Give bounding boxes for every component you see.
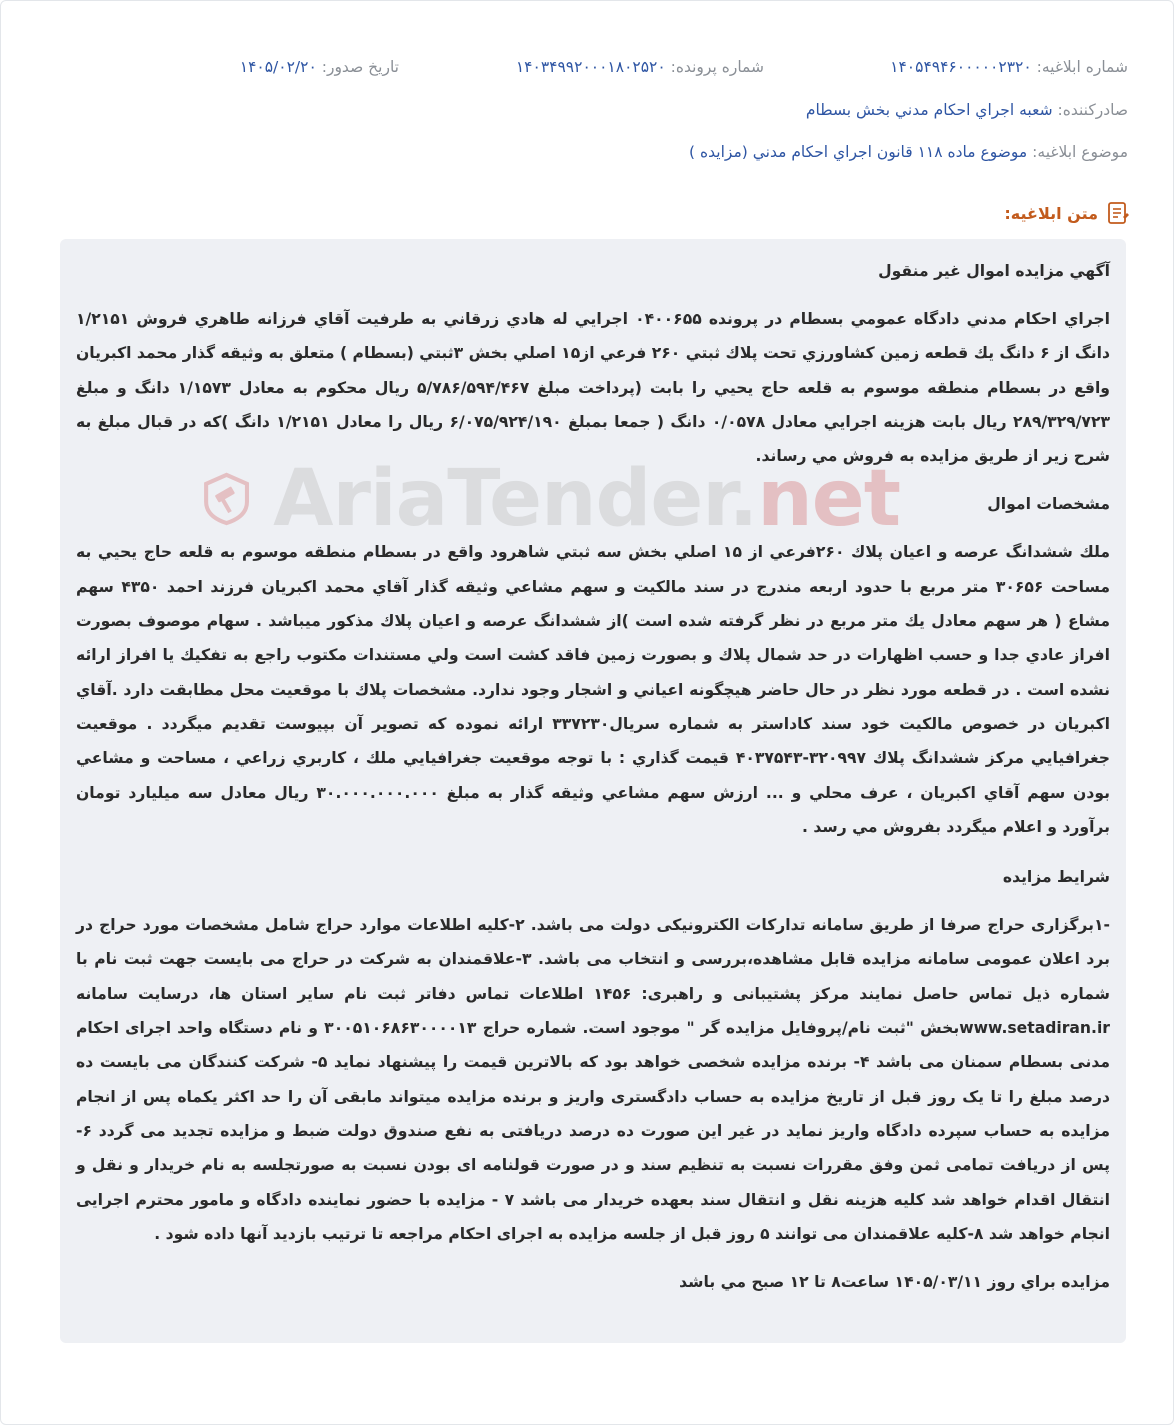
issue-date: [240, 58, 399, 76]
issue-date-label: تاریخ صدور:: [321, 58, 399, 76]
document-icon: [1106, 200, 1130, 226]
auction-date: مزايده براي روز ۱۴۰۵/۰۳/۱۱ ساعت۸ تا ۱۲ صبح مي باشد: [679, 1273, 1110, 1292]
case-number-value: ۱۴۰۳۴۹۹۲۰۰۰۱۸۰۲۵۲۰: [515, 58, 666, 76]
conditions-paragraph: -۱برگزاری حراج صرفا از طریق سامانه تدارکات الکترونیکی دولت می باشد. ۲-کلیه اطلاعات موارد حراج شامل مشخصات مورد حراج در برد اعلان عمومی سامانه مزایده قابل مشاهده،بررسی و انتخاب می باشد. ۳-علاقمندان به شرکت در حراج می بایست جهت ثبت نام با شماره ذیل تماس حاصل نمایند مرکز پشتیبانی و راهبری: ۱۴۵۶ اطلاعات تماس دفاتر ثبت نام سایر استان ها، درسایت سامانه www.setadiran.irبخش "ثبت نام/پروفایل مزایده گر " موجود است. شماره حراج ۳۰۰۵۱۰۶۸۶۳۰۰۰۰۱۳ و نام دستگاه واحد اجرای احکام مدنی بسطام سمنان می باشد ۴- برنده مزایده شخصی خواهد بود که بالاترین قیمت را پیشنهاد نماید ۵- شرکت کنندگان می بایست ده درصد مبلغ را تا یک روز قبل از تاریخ مزایده به حساب دادگستری واریز و برنده مزایده میتواند مابقی آن را حد اکثر یکماه پس از انجام مزایده به حساب سپرده دادگاه واریز نماید در غیر این صورت ده درصد دریافتی به نفع صندوق دولت ضبط و مزایده تجدید می گردد ۶- پس از دریافت تمامی ثمن وفق مقررات نسبت به تنظیم سند و در صورت قولنامه ای بودن نسبت به صورتجلسه به نام خریدار و نقل و انتقال اقدام خواهد شد کلیه هزینه نقل و انتقال سند بعهده خریدار می باشد ۷ - مزایده با حضور نماینده دادگاه و مامور محترم اجرایی انجام خواهد شد ۸-کلیه علاقمندان می توانند ۵ روز قبل از جلسه مزایده به اجرای احکام مراجعه تا ترتیب بازدید آنها داده شود .: [76, 916, 1110, 1243]
case-number: [516, 58, 764, 76]
specs-heading: مشخصات اموال: [987, 495, 1110, 514]
watermark-text-accent: net: [757, 454, 900, 544]
issue-date-value: ۱۴۰۵/۰۲/۲۰: [239, 58, 317, 76]
notice-text-heading: [1004, 200, 1130, 226]
case-number-label: شماره پرونده:: [670, 58, 764, 76]
notice-number-label: شماره ابلاغیه:: [1036, 58, 1128, 76]
issuer-value: شعبه اجراي احكام مدني بخش بسطام: [805, 101, 1053, 119]
issuer-line: [806, 101, 1128, 119]
intro-paragraph: اجراي احكام مدني دادگاه عمومي بسطام در پرونده ۰۴۰۰۶۵۵ اجرايي له هادي زرقاني به طرفيت آقاي فرزانه طاهري فروش ۱/۲۱۵۱ دانگ از ۶ دانگ يك قطعه زمين كشاورزي تحت پلاك ثبتي ۲۶۰ فرعي از۱۵ اصلي بخش ۳ثبتي (بسطام ) متعلق به وثيقه گذار محمد اكبريان واقع در بسطام منطقه موسوم به قلعه حاج يحيي را بابت (پرداخت مبلغ ۵/۷۸۶/۵۹۴/۴۶۷ ريال محكوم به معادل ۱/۱۵۷۳ دانگ و مبلغ ۲۸۹/۳۲۹/۷۲۳ ريال بابت هزينه اجرايي معادل ۰/۰۵۷۸ دانگ ( جمعا بمبلغ ۶/۰۷۵/۹۲۴/۱۹۰ ريال را معادل ۱/۲۱۵۱ دانگ )كه در قبال مبلغ به شرح زير از طريق مزايده به فروش مي رساند.: [76, 310, 1110, 466]
notice-body: [60, 239, 1126, 1343]
specs-paragraph: ملك ششدانگ عرصه و اعيان پلاك ۲۶۰فرعي از ۱۵ اصلي بخش سه ثبتي شاهرود واقع در بسطام منطقه موسوم به قلعه حاج يحيي به مساحت ۳۰۶۵۶ متر مربع با حدود اربعه مندرج در سند مالكيت و سهم مشاعي وثيقه گذار آقاي محمد اكبريان فرزند احمد ۴۳۵۰ سهم مشاع ( هر سهم معادل يك متر مربع در نظر گرفته شده است )از ششدانگ عرصه و اعيان پلاك مذكور ميباشد . سهام موصوف بصورت افراز عادي جدا و حسب اظهارات در حد شمال پلاك و بصورت زمين فاقد كشت است ولي مستندات مكتوب راجع به تفكيك يا افراز ارائه نشده است . در قطعه مورد نظر در حال حاضر هيچگونه اعياني و اشجار وجود ندارد. مشخصات پلاك با موقعيت محل مطابقت دارد .آقاي اكبريان در خصوص مالكيت خود سند كاداستر به شماره سريال۳۳۷۲۳۰ ارائه نموده كه تصوير آن بپيوست تقديم ميگردد . موقعيت جغرافيايي مركز ششدانگ پلاك ۳۲۰۹۹۷-۴۰۳۷۵۴۳ قيمت گذاري : با توجه موقعيت جغرافيايي ملك ، كاربري زراعي ، مساحت و مشاعي بودن سهم آقاي اكبريان ، عرف محلي و ... ارزش سهم مشاعي وثيقه گذار به مبلغ ۳۰.۰۰۰.۰۰۰.۰۰۰ ريال معادل سه ميليارد تومان برآورد و اعلام ميگردد بفروش مي رسد .: [76, 543, 1111, 836]
notice-text-title: متن ابلاغیه:: [1004, 203, 1098, 223]
meta-row: [0, 58, 1174, 82]
notice-number-value: ۱۴۰۵۴۹۴۶۰۰۰۰۰۲۳۲۰: [890, 58, 1032, 76]
issuer-label: صادرکننده:: [1057, 101, 1128, 119]
conditions-heading: شرايط مزايده: [1002, 868, 1110, 887]
notice-number: [890, 58, 1128, 76]
subject-label: موضوع ابلاغیه:: [1032, 143, 1128, 161]
subject-line: [689, 143, 1128, 161]
subject-value: موضوع ماده ۱۱۸ قانون اجراي احكام مدني (مزايده ): [689, 143, 1028, 161]
auction-title: آگهي مزايده اموال غير منقول: [878, 262, 1110, 280]
watermark-text-main: AriaTender.: [273, 454, 758, 544]
